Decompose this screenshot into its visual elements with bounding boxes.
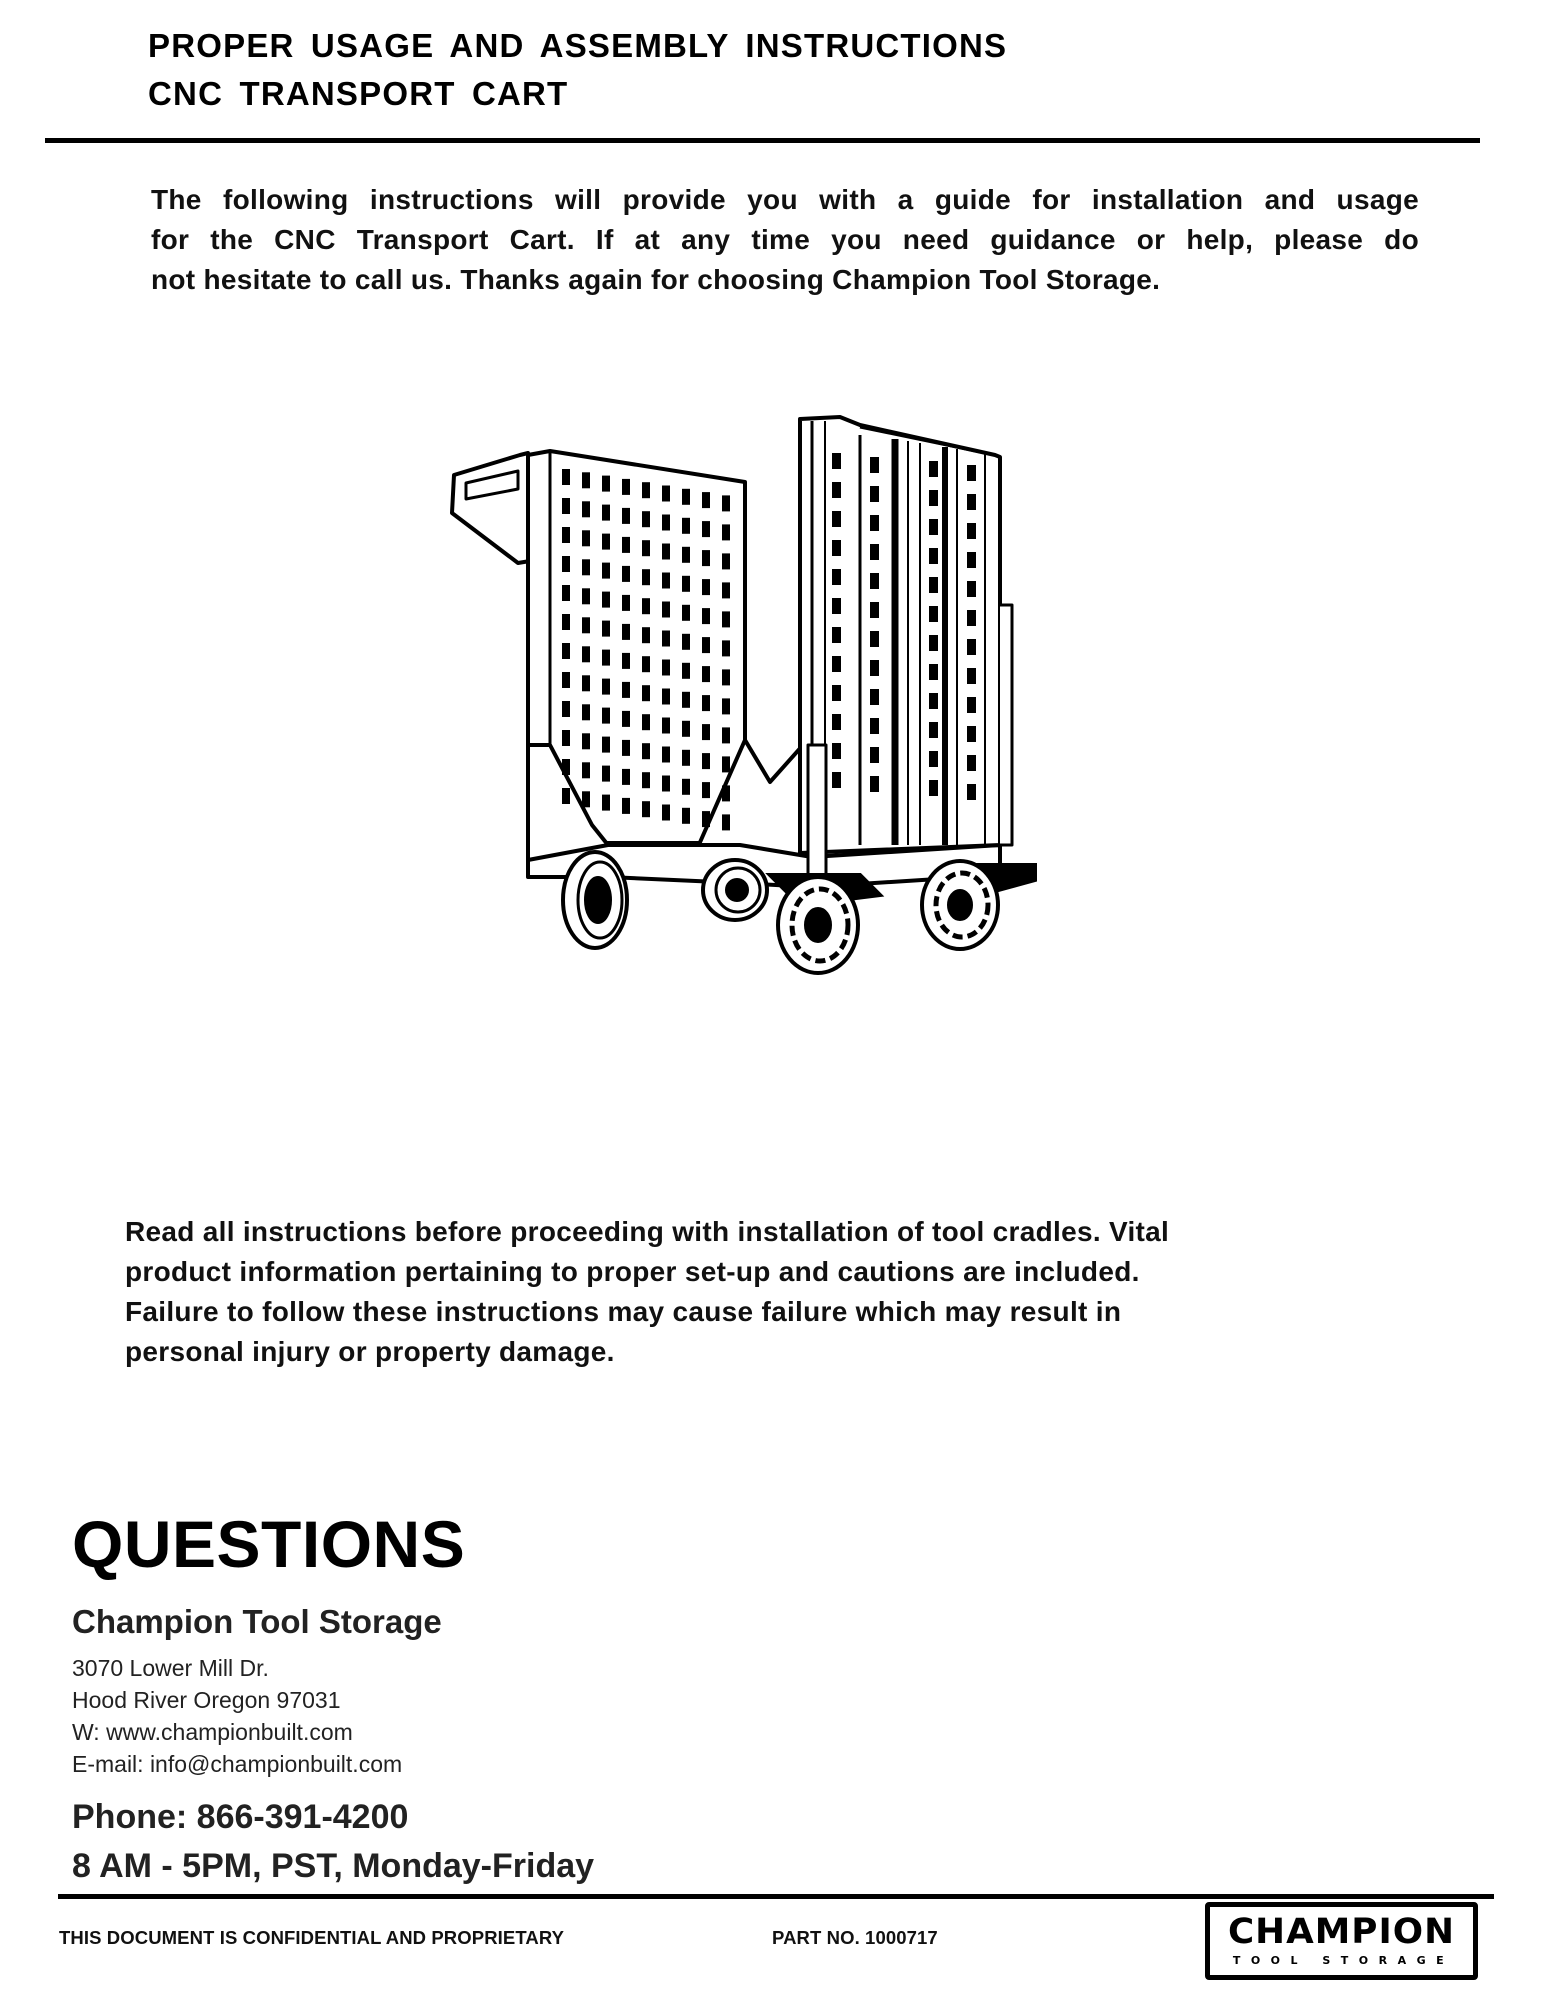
pegboard-hole [702,492,710,508]
email-link[interactable]: E-mail: info@championbuilt.com [72,1751,403,1777]
pegboard-hole [582,704,590,720]
address-street: 3070 Lower Mill Dr. [72,1655,269,1681]
pegboard-hole [562,730,570,746]
pegboard-hole [832,540,841,556]
questions-heading: QUESTIONS [72,1507,466,1581]
pegboard-hole [832,453,841,469]
pegboard-hole [662,805,670,821]
pegboard-hole [622,769,630,785]
pegboard-hole [702,782,710,798]
pegboard-hole [682,518,690,534]
pegboard-hole [832,569,841,585]
pegboard-hole [702,579,710,595]
pegboard-hole [967,552,976,568]
pegboard-hole [967,581,976,597]
pegboard-hole [662,602,670,618]
pegboard-hole [832,627,841,643]
pegboard-hole [722,669,730,685]
pegboard-hole [622,479,630,495]
wheel-rear-left [770,875,880,973]
pegboard-hole [622,711,630,727]
pegboard-hole [602,795,610,811]
pegboard-hole [662,718,670,734]
intro-line: for the CNC Transport Cart. If at any time you need guidance or help, please do [151,224,1419,255]
pegboard-hole [682,779,690,795]
pegboard-hole [870,544,879,560]
intro-line: not hesitate to call us. Thanks again for choosing Champion Tool Storage. [151,264,1161,295]
pegboard-hole [622,740,630,756]
warning-line: Failure to follow these instructions may cause failure which may result in [125,1296,1122,1327]
wheel-front-left [563,852,627,948]
pegboard-hole [832,482,841,498]
pegboard-hole [682,547,690,563]
pegboard-hole [622,537,630,553]
pegboard-hole [662,689,670,705]
pegboard-hole [929,664,938,680]
phone-number[interactable]: Phone: 866-391-4200 [72,1798,409,1836]
company-name: Champion Tool Storage [72,1603,442,1640]
warning-line: personal injury or property damage. [125,1336,615,1367]
document-title: PROPER USAGE AND ASSEMBLY INSTRUCTIONS [148,27,1008,64]
pegboard-hole [967,494,976,510]
pegboard-hole [967,465,976,481]
pegboard-hole [582,791,590,807]
pegboard-hole [929,751,938,767]
pegboard-hole [562,585,570,601]
pegboard-hole [662,660,670,676]
pegboard-hole [622,682,630,698]
pegboard-hole [662,486,670,502]
pegboard-hole [582,617,590,633]
pegboard-hole [929,635,938,651]
address-city: Hood River Oregon 97031 [72,1687,341,1713]
contact-phone-block [72,1793,594,1891]
pegboard-hole [622,624,630,640]
pegboard-hole [870,776,879,792]
header-divider [45,138,1480,143]
logo-tagline: TOOL STORAGE [1232,1954,1455,1967]
pegboard-hole [832,772,841,788]
pegboard-hole [582,762,590,778]
pegboard-hole [642,714,650,730]
pegboard-hole [682,634,690,650]
pegboard-hole [622,653,630,669]
logo-wordmark: CHAMPION [1227,1912,1456,1952]
pegboard-hole [622,566,630,582]
document-subtitle: CNC TRANSPORT CART [148,75,569,112]
pegboard-hole [870,573,879,589]
warning-line: product information pertaining to proper set-up and cautions are included. [125,1256,1140,1287]
pegboard-hole [602,621,610,637]
pegboard-hole [682,605,690,621]
wheel-front-right [703,860,767,920]
pegboard-hole [642,540,650,556]
pegboard-hole [662,544,670,560]
pegboard-hole [702,724,710,740]
pegboard-hole [602,505,610,521]
pegboard-hole [967,639,976,655]
cart-illustration [440,405,1040,985]
intro-line: The following instructions will provide you with a guide for installation and usage [151,184,1419,215]
pegboard-hole [722,553,730,569]
pegboard-hole [622,798,630,814]
pegboard-hole [682,808,690,824]
pegboard-hole [602,679,610,695]
pegboard-hole [582,733,590,749]
pegboard-hole [602,708,610,724]
pegboard-hole [582,675,590,691]
pegboard-hole [562,527,570,543]
pegboard-hole [642,743,650,759]
pegboard-hole [870,486,879,502]
pegboard-hole [642,656,650,672]
pegboard-hole [642,511,650,527]
pegboard-hole [702,521,710,537]
pegboard-hole [722,611,730,627]
pegboard-hole [642,801,650,817]
pegboard-hole [602,737,610,753]
confidential-notice: THIS DOCUMENT IS CONFIDENTIAL AND PROPRIETARY [59,1927,565,1948]
pegboard-hole [582,646,590,662]
pegboard-hole [582,559,590,575]
champion-logo [1205,1902,1478,1980]
pegboard-hole [682,750,690,766]
pegboard-hole [682,576,690,592]
warning-line: Read all instructions before proceeding with installation of tool cradles. Vital [125,1216,1170,1247]
pegboard-hole [722,640,730,656]
pegboard-hole [662,747,670,763]
part-number: PART NO. 1000717 [772,1927,938,1948]
pegboard-hole [662,776,670,792]
pegboard-hole [929,461,938,477]
pegboard-hole [967,784,976,800]
pegboard-hole [702,608,710,624]
pegboard-hole [870,602,879,618]
pegboard-hole [582,588,590,604]
pegboard-hole [832,714,841,730]
pegboard-hole [642,772,650,788]
wheel-rear-right [922,861,1035,949]
pegboard-hole [929,577,938,593]
pegboard-hole [702,666,710,682]
pegboard-hole [662,631,670,647]
pegboard-hole [722,582,730,598]
pegboard-hole [967,697,976,713]
pegboard-hole [602,476,610,492]
pegboard-hole [929,490,938,506]
pegboard-hole [967,755,976,771]
pegboard-hole [662,573,670,589]
pegboard-hole [832,743,841,759]
pegboard-hole [967,610,976,626]
pegboard-hole [929,606,938,622]
pegboard-hole [562,759,570,775]
pegboard-hole [870,718,879,734]
pegboard-hole [682,663,690,679]
pegboard-hole [722,756,730,772]
pegboard-hole [582,501,590,517]
warning-paragraph [125,1212,1415,1372]
pegboard-hole [702,637,710,653]
pegboard-hole [562,643,570,659]
contact-address [72,1652,402,1780]
pegboard-hole [682,692,690,708]
website-link[interactable]: W: www.championbuilt.com [72,1719,353,1745]
pegboard-hole [832,511,841,527]
pegboard-hole [929,519,938,535]
pegboard-hole [832,656,841,672]
pegboard-hole [662,515,670,531]
pegboard-hole [642,627,650,643]
pegboard-hole [722,495,730,511]
pegboard-hole [929,548,938,564]
pegboard-hole [642,598,650,614]
pegboard-hole [870,631,879,647]
pegboard-hole [832,598,841,614]
pegboard-hole [870,747,879,763]
pegboard-hole [602,650,610,666]
pegboard-hole [870,660,879,676]
pegboard-hole [582,472,590,488]
pegboard-hole [562,498,570,514]
intro-paragraph [151,180,1419,300]
pegboard-hole [682,489,690,505]
pegboard-hole [702,695,710,711]
pegboard-hole [582,530,590,546]
pegboard-hole [722,698,730,714]
pegboard-hole [702,811,710,827]
pegboard-hole [967,726,976,742]
pegboard-hole [642,685,650,701]
pegboard-hole [929,780,938,796]
pegboard-hole [562,614,570,630]
pegboard-hole [562,788,570,804]
cart-handle [452,453,530,563]
pegboard-hole [929,722,938,738]
pegboard-hole [722,785,730,801]
pegboard-hole [562,672,570,688]
pegboard-hole [642,482,650,498]
footer-divider [58,1894,1494,1899]
pegboard-hole [602,766,610,782]
pegboard-hole [870,689,879,705]
pegboard-hole [702,753,710,769]
pegboard-hole [602,563,610,579]
pegboard-hole [642,569,650,585]
pegboard-hole [967,523,976,539]
pegboard-hole [929,693,938,709]
business-hours: 8 AM - 5PM, PST, Monday-Friday [72,1847,595,1885]
pegboard-hole [722,814,730,830]
pegboard-hole [722,524,730,540]
right-panel-post [808,745,826,880]
pegboard-hole [602,534,610,550]
pegboard-hole [562,556,570,572]
pegboard-hole [722,727,730,743]
pegboard-hole [562,701,570,717]
pegboard-hole [870,515,879,531]
pegboard-hole [967,668,976,684]
pegboard-hole [602,592,610,608]
pegboard-hole [870,457,879,473]
pegboard-hole [702,550,710,566]
pegboard-hole [682,721,690,737]
pegboard-hole [832,685,841,701]
pegboard-hole [622,595,630,611]
pegboard-hole [622,508,630,524]
pegboard-hole [562,469,570,485]
